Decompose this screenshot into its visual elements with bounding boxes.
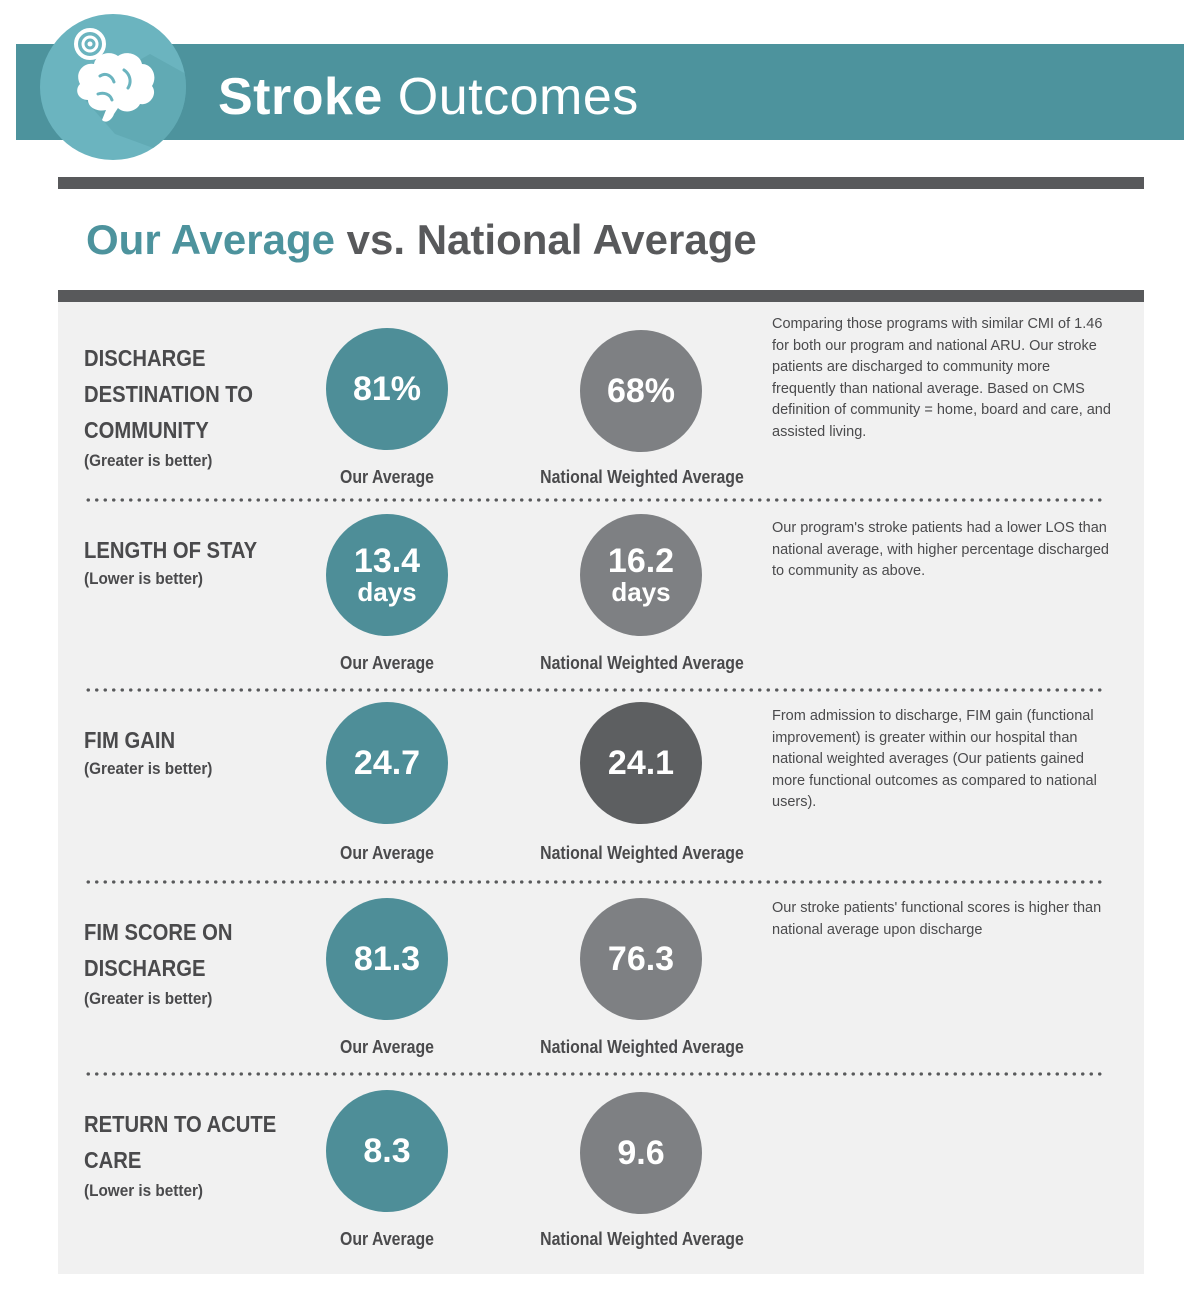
our-average-value: 24.7 — [353, 744, 421, 782]
our-average-bubble — [326, 328, 448, 450]
national-average-label: National Weighted Average — [540, 1037, 744, 1057]
our-average-label: Our Average — [340, 1037, 434, 1057]
metric-note: (Greater is better) — [84, 451, 213, 470]
section-heading — [86, 212, 757, 268]
title-bold: Stroke — [218, 68, 383, 126]
national-average-label: National Weighted Average — [540, 467, 744, 487]
page-title — [218, 62, 639, 132]
our-average-label: Our Average — [340, 467, 434, 487]
heading-rest: vs. National Average — [335, 216, 757, 263]
metric-name: FIM SCORE ON DISCHARGE — [84, 919, 233, 981]
national-average-label: National Weighted Average — [540, 653, 744, 673]
metric-row — [58, 1076, 1144, 1272]
our-average-label: Our Average — [340, 843, 434, 863]
top-divider — [58, 177, 1144, 189]
national-average-bubble — [580, 1092, 702, 1214]
our-average-value: 81% — [352, 370, 422, 408]
metric-description: Comparing those programs with similar CMI of 1.46 for both our program and national ARU. Our stroke patients are discharged to community more frequently than national average. Based on CMS definition of community = home, board and care, and assisted living. — [772, 316, 1111, 440]
our-average-unit: days — [357, 577, 417, 607]
our-average-value: 13.4 — [353, 542, 421, 580]
our-average-label: Our Average — [340, 1229, 434, 1249]
national-average-unit: days — [611, 577, 671, 607]
our-average-bubble — [326, 1090, 448, 1212]
national-average-value: 9.6 — [617, 1134, 665, 1172]
national-average-label: National Weighted Average — [540, 1229, 744, 1249]
national-average-bubble — [580, 514, 702, 636]
title-light: Outcomes — [382, 68, 639, 126]
metric-description: Our stroke patients' functional scores is higher than national average upon discharge — [772, 900, 1102, 938]
national-average-label: National Weighted Average — [540, 843, 744, 863]
national-average-value: 76.3 — [607, 940, 675, 978]
metric-note: (Greater is better) — [84, 759, 213, 778]
national-average-bubble — [580, 330, 702, 452]
metric-row — [58, 502, 1144, 688]
national-average-value: 24.1 — [607, 744, 675, 782]
national-average-bubble — [580, 898, 702, 1020]
metric-name: DISCHARGE DESTINATION TO COMMUNITY — [84, 345, 254, 443]
our-average-bubble — [326, 702, 448, 824]
metric-name: FIM GAIN — [84, 727, 176, 753]
metric-note: (Lower is better) — [84, 1181, 204, 1200]
metric-description: Our program's stroke patients had a lower LOS than national average, with higher percentage discharged to community as above. — [772, 520, 1109, 579]
national-average-bubble — [580, 702, 702, 824]
brain-target-icon — [40, 14, 186, 160]
national-average-value: 16.2 — [607, 542, 675, 580]
metric-name: RETURN TO ACUTE CARE — [84, 1111, 277, 1173]
metric-name: LENGTH OF STAY — [84, 537, 258, 563]
metric-row — [58, 302, 1144, 498]
metric-note: (Lower is better) — [84, 569, 204, 588]
national-average-value: 68% — [606, 372, 676, 410]
our-average-bubble — [326, 898, 448, 1020]
our-average-value: 81.3 — [353, 940, 421, 978]
our-average-value: 8.3 — [363, 1132, 411, 1170]
metric-note: (Greater is better) — [84, 989, 213, 1008]
heading-accent: Our Average — [86, 216, 335, 263]
metric-description: From admission to discharge, FIM gain (functional improvement) is greater within our hospital than national weighted averages (Our patients gained more functional outcomes as compared to national users). — [772, 708, 1097, 810]
metric-row — [58, 692, 1144, 880]
our-average-label: Our Average — [340, 653, 434, 673]
heading-divider — [58, 290, 1144, 302]
metric-row — [58, 884, 1144, 1072]
our-average-bubble — [326, 514, 448, 636]
